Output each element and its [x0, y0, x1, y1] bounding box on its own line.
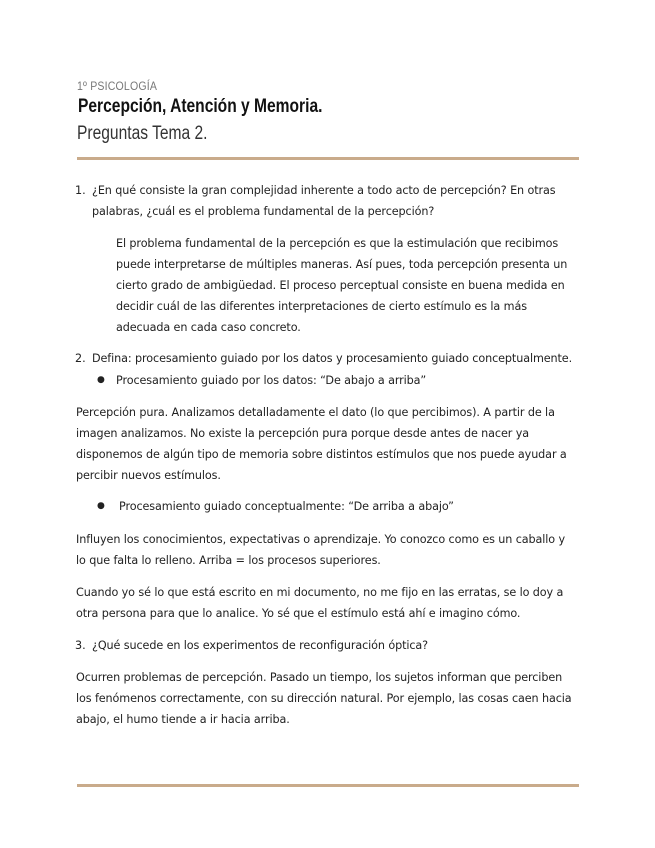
question-2-number: 2.	[75, 352, 86, 365]
bullet-1-glyph: ●	[97, 375, 105, 385]
bottom-divider	[77, 784, 579, 787]
top-divider	[77, 157, 579, 160]
answer-1-text: El problema fundamental de la percepción es que la estimulación que recibimos puede interpretarse de múltiples maneras. Así pues, toda percepción presenta un cierto grado de ambigüedad. El proceso perceptual consiste en buena medida en decidir cuál de las diferentes interpretaciones de cierto estímulo es la más adecuada en cada caso concreto.	[116, 237, 568, 334]
course-label: 1º PSICOLOGÍA	[77, 79, 158, 93]
question-1-text: ¿En qué consiste la gran complejidad inherente a todo acto de percepción? En otras palabras, ¿cuál es el problema fundamental de la percepción?	[92, 184, 556, 218]
paragraph-example: Cuando yo sé lo que está escrito en mi documento, no me fijo en las erratas, se lo doy a otra persona para que lo analice. Yo sé que el estímulo está ahí e imagino cómo.	[76, 586, 564, 620]
question-2-text: Defina: procesamiento guiado por los datos y procesamiento guiado conceptualmente.	[92, 352, 573, 365]
document-subtitle: Preguntas Tema 2.	[77, 123, 208, 144]
bullet-2-glyph: ●	[97, 501, 105, 511]
paragraph-data-driven: Percepción pura. Analizamos detalladamente el dato (lo que percibimos). A partir de la imagen analizamos. No existe la percepción pura porque desde antes de nacer ya disponemos de algún tipo de memoria sobre distintos estímulos que nos puede ayudar a percibir nuevos estímulos.	[76, 406, 567, 482]
answer-3-text: Ocurren problemas de percepción. Pasado un tiempo, los sujetos informan que perciben los fenómenos correctamente, con su dirección natural. Por ejemplo, las cosas caen hacia abajo, el humo tiende a ir hacia arriba.	[76, 671, 572, 726]
question-1-number: 1.	[75, 184, 86, 197]
bullet-1-text: Procesamiento guiado por los datos: “De abajo a arriba”	[116, 374, 427, 387]
question-3-text: ¿Qué sucede en los experimentos de reconfiguración óptica?	[92, 639, 429, 652]
question-3-number: 3.	[75, 639, 86, 652]
bullet-2-text: Procesamiento guiado conceptualmente: “De arriba a abajo”	[119, 500, 454, 513]
paragraph-concept-driven: Influyen los conocimientos, expectativas o aprendizaje. Yo conozco como es un caballo y lo que falta lo relleno. Arriba = los procesos superiores.	[76, 533, 566, 567]
document-title: Percepción, Atención y Memoria.	[78, 96, 323, 117]
